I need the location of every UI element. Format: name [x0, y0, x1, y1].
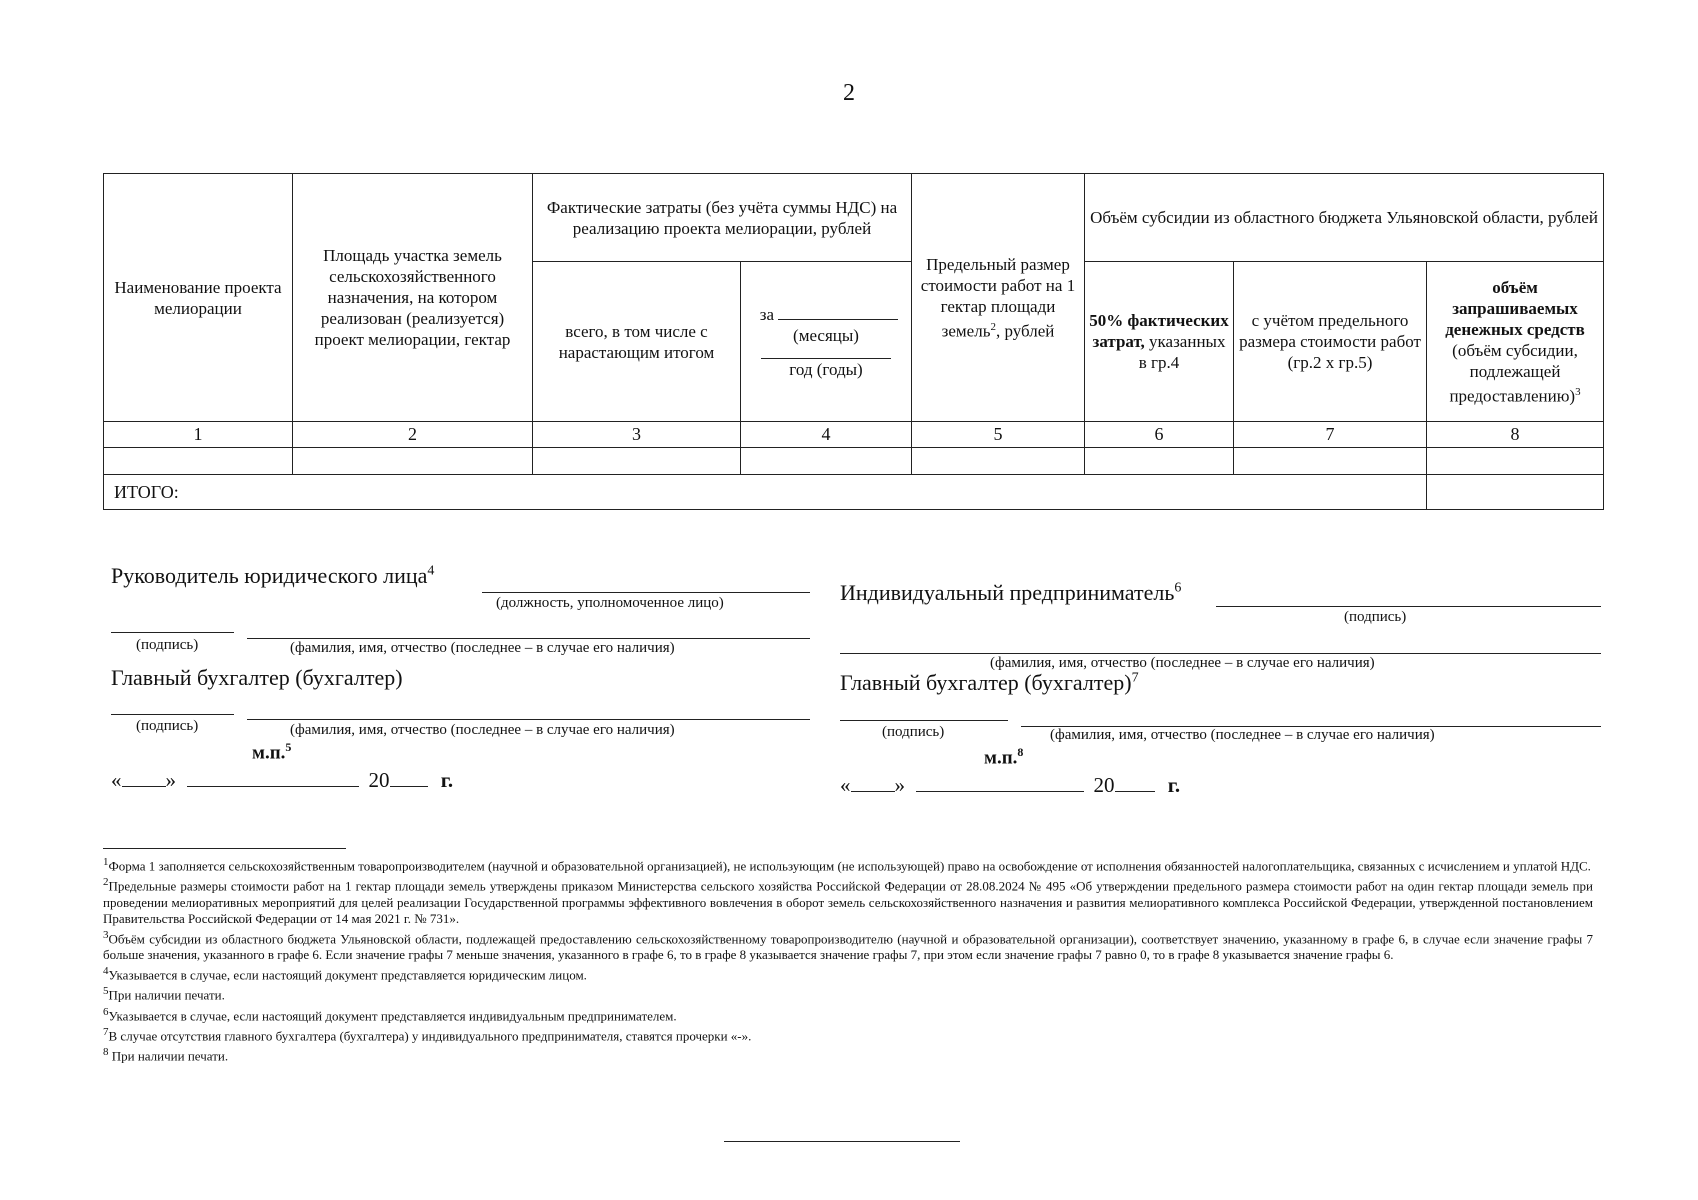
col8-header: объём запрашиваемых денежных средств (объём субсидии, подлежащей предоставлению)$^3$: [1427, 262, 1604, 422]
column-numbers-row: [104, 422, 1604, 448]
column-number: 1: [104, 422, 293, 448]
footnotes: [103, 854, 1593, 1065]
data-cell[interactable]: [293, 448, 533, 475]
footnote: $^2$Предельные размеры стоимости работ на 1 гектар площади земель утверждены приказом Министерства сельского хозяйства Российской Федерации от 28.08.2024 № 495 «Об утверждении предельного размера стоимости работ на один гектар площади земель при проведении мелиоративных мероприятий для целей реализации Государственной программы эффективного вовлечения в оборот земель сельскохозяйственного назначения и развития мелиоративного комплекса Российской Федерации, утвержденной постановлением Правительства Российской Федерации от 14 мая 2021 г. № 731».: [103, 876, 1593, 926]
left-accountant-name-caption: (фамилия, имя, отчество (последнее – в случае его наличия): [290, 722, 675, 738]
column-number: 3: [533, 422, 741, 448]
col1-header: Наименование проекта мелиорации: [104, 174, 293, 422]
right-accountant-title: Главный бухгалтер (бухгалтер)$^7$: [840, 670, 1139, 695]
footnote-separator: [103, 848, 346, 849]
left-date-year-line[interactable]: [390, 786, 428, 787]
footnote: $^4$Указывается в случае, если настоящий документ представляется юридическим лицом.: [103, 964, 587, 983]
right-date-year-line[interactable]: [1115, 791, 1155, 792]
entrepreneur-name-line[interactable]: [840, 653, 1601, 654]
total-label: ИТОГО:: [104, 475, 1427, 510]
column-number: 4: [741, 422, 912, 448]
right-accountant-signature-line[interactable]: [840, 720, 1008, 721]
column-number: 7: [1234, 422, 1427, 448]
footnote: $^1$Форма 1 заполняется сельскохозяйственным товаропроизводителем (научной и образовательной организацией), не использующим (не использующей) право на освобождение от исполнения обязанностей налогоплательщика, связанных с исчислением и уплатой НДС.: [103, 856, 1591, 874]
col5-header: Предельный размер стоимости работ на 1 гектар площади земель$^2$, рублей: [912, 174, 1085, 422]
col7-header: с учётом предельного размера стоимости работ (гр.2 x гр.5): [1234, 262, 1427, 422]
head-title: Руководитель юридического лица$^4$: [111, 563, 435, 588]
data-cell[interactable]: [1234, 448, 1427, 475]
column-number: 6: [1085, 422, 1234, 448]
left-date-month-line[interactable]: [187, 786, 359, 787]
subsidy-table: [103, 173, 1604, 510]
col4-header: за (месяцы) год (годы): [741, 262, 912, 422]
left-stamp: м.п.$^5$: [252, 740, 292, 764]
left-date: « » 20 г.: [111, 768, 454, 792]
closing-line: [724, 1141, 960, 1142]
column-number: 8: [1427, 422, 1604, 448]
footnote: $^8$ При наличии печати.: [103, 1046, 229, 1064]
footnote: $^7$В случае отсутствия главного бухгалтера (бухгалтера) у индивидуального предпринимателя, ставятся прочерки «-».: [103, 1025, 752, 1044]
head-signature-line[interactable]: [111, 632, 234, 633]
position-line[interactable]: [482, 592, 810, 593]
col4-months: (месяцы): [793, 325, 859, 345]
col3-header: всего, в том числе с нарастающим итогом: [533, 262, 741, 422]
right-date-month-line[interactable]: [916, 791, 1084, 792]
head-name-line[interactable]: [247, 638, 810, 639]
entrepreneur-name-caption: (фамилия, имя, отчество (последнее – в случае его наличия): [990, 655, 1375, 671]
right-stamp: м.п.$^8$: [984, 745, 1024, 769]
footnote: $^3$Объём субсидии из областного бюджета Ульяновской области, подлежащей предоставлению сельскохозяйственному товаропроизводителю (научной и образовательной организации), соответствует значению, указанному в графе 6, в случае если значение графы 7 больше значения, указанного в графе 6. Если значение графы 7 меньше значения, указанного в графе 6, то в графе 8 указывается значение графы 7, при этом если значение графы 7 равно 0, то в графе 8 указывается значение графы 6.: [103, 928, 1593, 962]
footnote: $^5$При наличии печати.: [103, 985, 225, 1003]
data-cell[interactable]: [104, 448, 293, 475]
entrepreneur-title: Индивидуальный предприниматель$^6$: [840, 580, 1182, 605]
data-row: [104, 448, 1604, 475]
data-cell[interactable]: [1427, 448, 1604, 475]
page-number: 2: [843, 80, 855, 106]
right-date: « » 20 г.: [840, 773, 1181, 797]
data-cell[interactable]: [1085, 448, 1234, 475]
data-cell[interactable]: [533, 448, 741, 475]
data-cell[interactable]: [912, 448, 1085, 475]
actual-costs-header: Фактические затраты (без учёта суммы НДС) на реализацию проекта мелиорации, рублей: [533, 174, 912, 262]
column-number: 2: [293, 422, 533, 448]
total-row: [104, 475, 1604, 510]
data-cell[interactable]: [741, 448, 912, 475]
right-accountant-signature-caption: (подпись): [882, 724, 945, 740]
entrepreneur-signature-line[interactable]: [1216, 606, 1601, 607]
head-signature-caption: (подпись): [136, 637, 199, 653]
footnote: $^6$Указывается в случае, если настоящий документ представляется индивидуальным предпринимателем.: [103, 1005, 677, 1023]
column-number: 5: [912, 422, 1085, 448]
position-caption: (должность, уполномоченное лицо): [496, 595, 724, 611]
left-accountant-title: Главный бухгалтер (бухгалтер): [111, 665, 403, 690]
left-accountant-signature-line[interactable]: [111, 714, 234, 715]
left-accountant-signature-caption: (подпись): [136, 718, 199, 734]
entrepreneur-signature-caption: (подпись): [1344, 609, 1407, 625]
head-name-caption: (фамилия, имя, отчество (последнее – в случае его наличия): [290, 640, 675, 656]
left-accountant-name-line[interactable]: [247, 719, 810, 720]
col2-header: Площадь участка земель сельскохозяйственного назначения, на котором реализован (реализуется) проект мелиорации, гектар: [293, 174, 533, 422]
right-accountant-name-caption: (фамилия, имя, отчество (последнее – в случае его наличия): [1050, 727, 1435, 743]
subsidy-volume-header: Объём субсидии из областного бюджета Ульяновской области, рублей: [1085, 174, 1604, 262]
col6-header: 50% фактических затрат, указанных в гр.4: [1085, 262, 1234, 422]
total-cell[interactable]: [1427, 475, 1604, 510]
col4-years: год (годы): [761, 358, 891, 380]
